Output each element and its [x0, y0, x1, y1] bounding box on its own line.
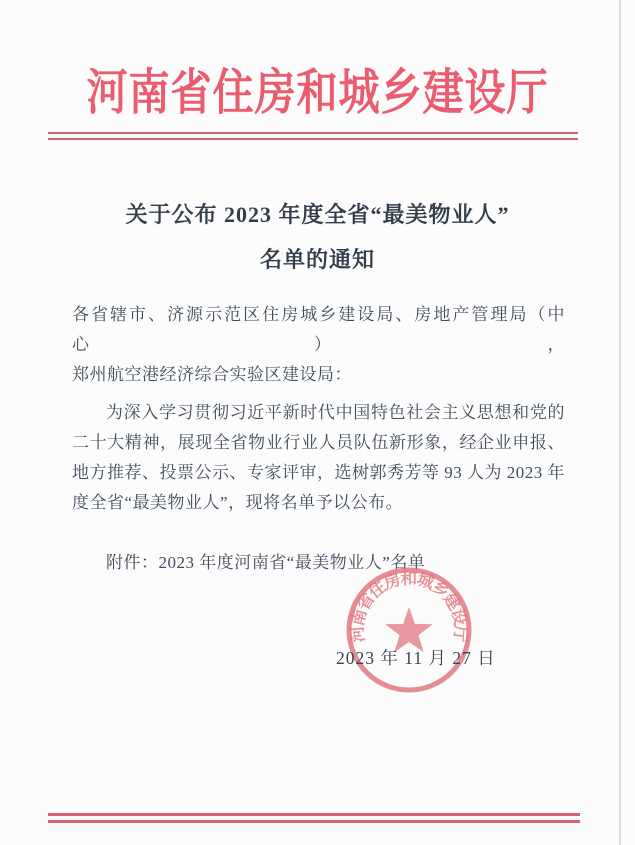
- official-seal: [334, 555, 484, 705]
- addressee-line-1: 各省辖市、济源示范区住房城乡建设局、房地产管理局（中心），: [72, 305, 565, 354]
- paragraph-line-3: 地方推荐、投票公示、专家评审，选树郭秀芳等 93 人为 2023 年: [72, 463, 565, 482]
- scan-edge-strip: [621, 0, 635, 845]
- scan-edge-line: [619, 0, 621, 845]
- paragraph-line-4: 度全省“最美物业人”，现将名单予以公布。: [72, 493, 404, 512]
- addressee-line-2: 郑州航空港经济综合实验区建设局：: [72, 365, 352, 384]
- paragraph-line-2: 二十大精神，展现全省物业行业人员队伍新形象，经企业申报、: [72, 433, 565, 452]
- document-title-line1: 关于公布 2023 年度全省“最美物业人”: [125, 202, 510, 227]
- document-body: [72, 300, 565, 578]
- seal-arc-text: 河南省住房和城乡建设厅: [347, 568, 471, 644]
- paragraph-line-1: 为深入学习贯彻习近平新时代中国特色社会主义思想和党的: [106, 403, 565, 422]
- footer-double-rule: [48, 813, 580, 823]
- attachment-line: 附件：2023 年度河南省“最美物业人”名单: [106, 553, 426, 572]
- letterhead-agency-name: 河南省住房和城乡建设厅: [86, 65, 549, 120]
- signature-date: 2023 年 11 月 27 日: [336, 648, 496, 668]
- letterhead-double-rule: [48, 132, 578, 140]
- document-title-line2: 名单的通知: [259, 247, 375, 272]
- document-title: [0, 192, 635, 282]
